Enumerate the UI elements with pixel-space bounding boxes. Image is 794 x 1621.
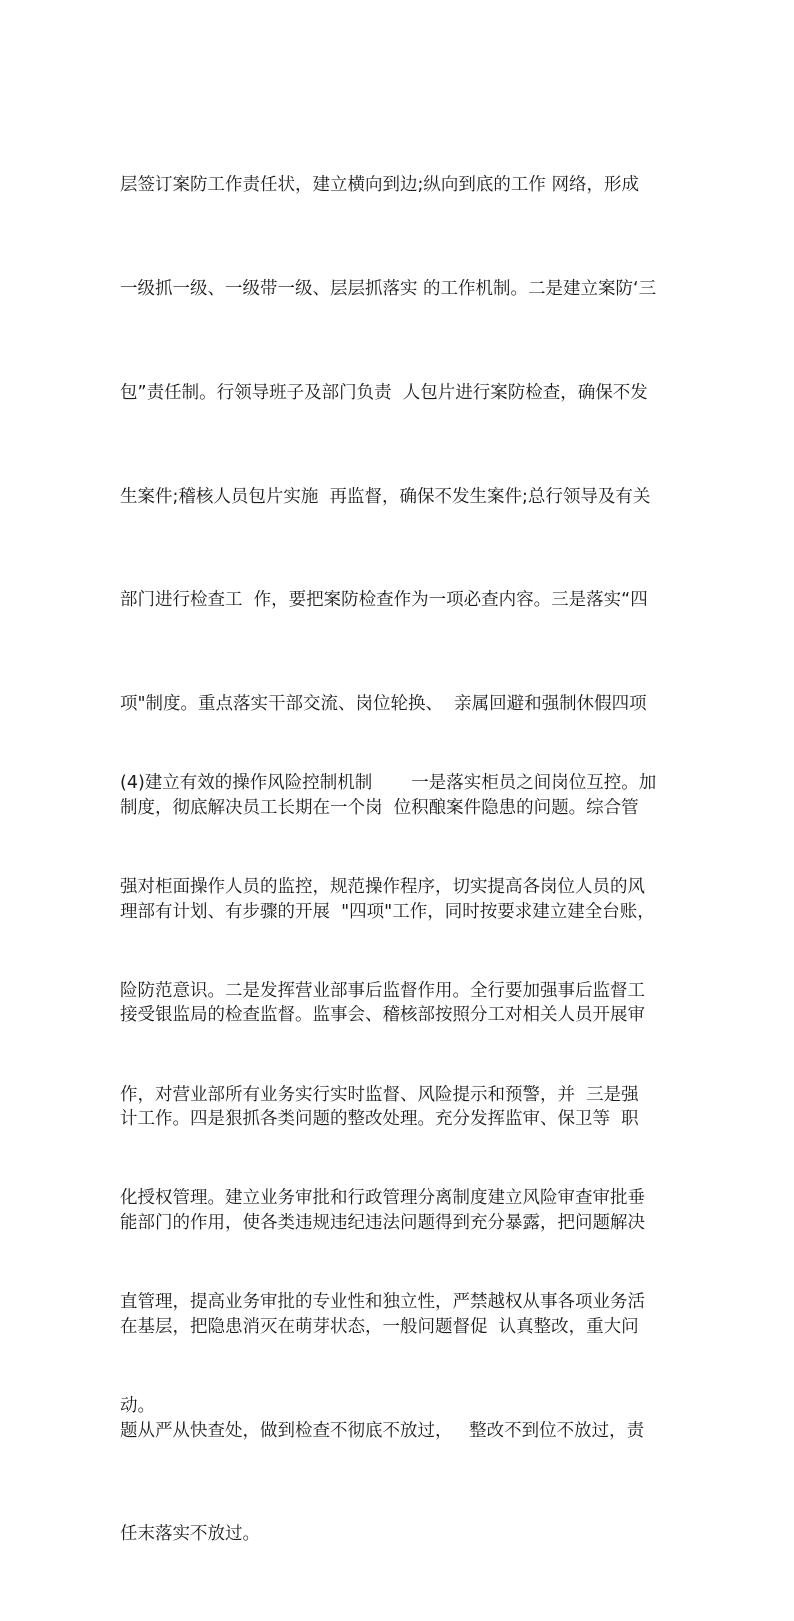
text-line: 计工作。四是狠抓各类问题的整改处理。充分发挥监审、保卫等 职 [120, 1109, 639, 1130]
text-line: 作，对营业部所有业务实行实时监督、风险提示和预警，并 三是强 [120, 1084, 639, 1105]
text-line: 在基层，把隐患消灭在萌芽状态，一般问题督促 认真整改，重大问 [120, 1316, 639, 1337]
text-line: 制度，彻底解决员工长期在一个岗 位积酿案件隐患的问题。综合管 [120, 797, 639, 818]
paragraph-operational-risk [120, 697, 680, 1493]
text-line: 能部门的作用，使各类违规违纪违法问题得到充分暴露，把问题解决 [120, 1213, 645, 1233]
text-line: 一级抓一级、一级带一级、层层抓落实 的工作机制。二是建立案防‘三 [120, 278, 657, 299]
text-line: 理部有计划、有步骤的开展 "四项"工作，同时按要求建立建全台账， [120, 901, 655, 922]
text-line: 题从严从快查处，做到检查不彻底不放过， 整改不到位不放过，责 [120, 1420, 645, 1441]
text-line: 强对柜面操作人员的监控，规范操作程序，切实提高各岗位人员的风 [120, 876, 645, 897]
text-line: 任末落实不放过。 [120, 1524, 260, 1545]
text-line: 层签订案防工作责任状，建立横向到边;纵向到底的工作 网络，形成 [120, 175, 639, 196]
text-line: 化授权管理。建立业务审批和行政管理分离制度建立风险审查审批垂 [120, 1188, 645, 1209]
text-line: 险防范意识。二是发挥营业部事后监督作用。全行要加强事后监督工 [120, 980, 645, 1001]
text-line: 直管理，提高业务审批的专业性和独立性，严禁越权从事各项业务活 [120, 1292, 645, 1313]
text-line: (4)建立有效的操作风险控制机制 一是落实柜员之间岗位互控。加 [120, 773, 657, 794]
text-line: 生案件;稽核人员包片实施 再监督，确保不发生案件;总行领导及有关 [120, 486, 651, 507]
text-line: 动。 [120, 1395, 155, 1416]
text-line: 项"制度。重点落实干部交流、岗位轮换、 亲属回避和强制休假四项 [120, 694, 647, 715]
text-line: 接受银监局的检查监督。监事会、稽核部按照分工对相关人员开展审 [120, 1005, 645, 1026]
text-line: 部门进行检查工 作，要把案防检查作为一项必查内容。三是落实“四 [120, 590, 648, 611]
text-line: 包”责任制。行领导班子及部门负责 人包片进行案防检查，确保不发 [120, 382, 648, 403]
